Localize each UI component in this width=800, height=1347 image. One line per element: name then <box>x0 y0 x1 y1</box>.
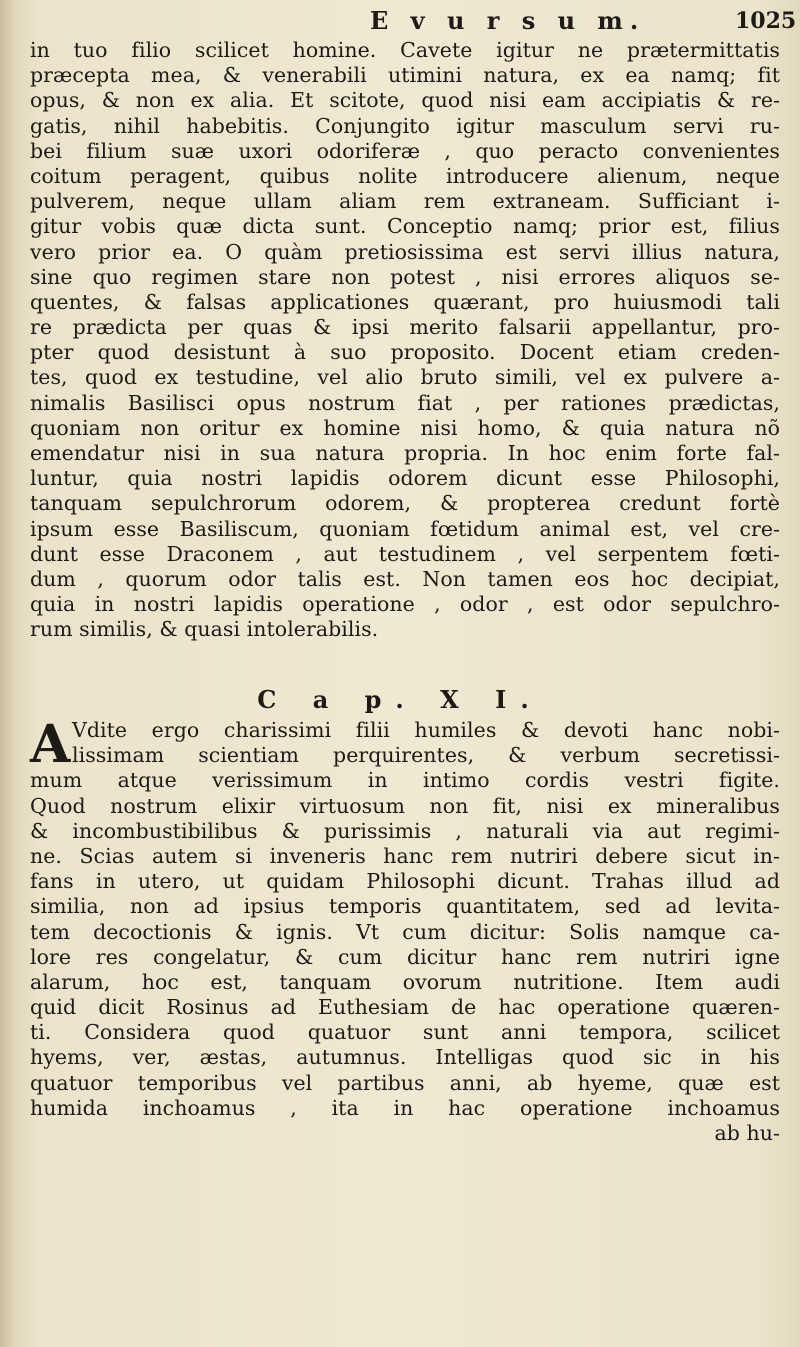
text-line: tes, quod ex testudine, vel alio bruto simili, vel ex pulvere a- <box>30 365 780 390</box>
text-line: hyems, ver, æstas, autumnus. Intelligas quod sic in his <box>30 1045 780 1070</box>
text-line: fans in utero, ut quidam Philosophi dicunt. Trahas illud ad <box>30 869 780 894</box>
text-line: mum atque verissimum in intimo cordis vestri figite. <box>30 768 780 793</box>
text-line: emendatur nisi in sua natura propria. In hoc enim forte fal- <box>30 441 780 465</box>
text-line: ne. Scias autem si inveneris hanc rem nutriri debere sicut in- <box>30 843 780 868</box>
text-line: dum , quorum odor talis est. Non tamen eos hoc decipiat, <box>30 566 780 591</box>
text-line: bei filium suæ uxori odoriferæ , quo peracto convenientes <box>30 138 780 163</box>
text-line: tem decoctionis & ignis. Vt cum dicitur: Solis namque ca- <box>30 919 780 944</box>
text-line: vero prior ea. O quàm pretiosissima est servi illius natura, <box>30 239 780 264</box>
drop-cap: A <box>30 714 71 775</box>
text-line: tanquam sepulchrorum odorem, & propterea credunt fortè <box>30 491 780 516</box>
text-line: similia, non ad ipsius temporis quantitatem, sed ad levita- <box>30 894 780 919</box>
text-line: Quod nostrum elixir virtuosum non fit, nisi ex mineralibus <box>30 793 780 818</box>
page-number: 1025 <box>735 8 797 34</box>
text-line: pulverem, neque ullam aliam rem extraneam. Sufficiant i- <box>30 189 780 214</box>
text-line: ipsum esse Basiliscum, quoniam fœtidum animal est, vel cre- <box>30 516 780 541</box>
text-line: re prædicta per quas & ipsi merito falsarii appellantur, pro- <box>30 315 780 340</box>
text-line: pter quod desistunt à suo proposito. Docent etiam creden- <box>30 340 780 365</box>
text-line: rum similis, & quasi intolerabilis. <box>30 617 379 642</box>
text-line: & incombustibilibus & purissimis , naturali via aut regimi- <box>30 818 780 843</box>
text-line: alarum, hoc est, tanquam ovorum nutritione. Item audi <box>30 969 780 994</box>
text-line: quia in nostri lapidis operatione , odor , est odor sepulchro- <box>30 592 780 617</box>
chapter-heading: C a p. X I. <box>257 685 543 714</box>
text-line: lissimam scientiam perquirentes, & verbum secretissi- <box>72 743 780 768</box>
text-line: nimalis Basilisci opus nostrum fiat , per rationes prædictas, <box>30 390 780 415</box>
page-header <box>0 6 800 36</box>
text-line: coitum peragent, quibus nolite introducere alienum, neque <box>30 163 780 188</box>
text-line: ti. Considera quod quatuor sunt anni tempora, scilicet <box>30 1020 780 1045</box>
text-line: quid dicit Rosinus ad Euthesiam de hac operatione quæren- <box>30 995 780 1020</box>
running-head: E v u r s u m. <box>370 6 646 35</box>
text-line: sine quo regimen stare non potest , nisi errores aliquos se- <box>30 264 780 289</box>
text-line: quatuor temporibus vel partibus anni, ab hyeme, quæ est <box>30 1070 780 1095</box>
text-line: quoniam non oritur ex homine nisi homo, & quia natura nõ <box>30 415 780 440</box>
text-line: dunt esse Draconem , aut testudinem , vel serpentem fœti- <box>30 541 780 566</box>
text-line: lore res congelatur, & cum dicitur hanc rem nutriri igne <box>30 944 780 969</box>
text-line: gitur vobis quæ dicta sunt. Conceptio namq; prior est, filius <box>30 214 780 239</box>
catchword: ab hu- <box>714 1121 780 1145</box>
text-line: opus, & non ex alia. Et scitote, quod nisi eam accipiatis & re- <box>30 88 780 113</box>
text-line: in tuo filio scilicet homine. Cavete igitur ne prætermittatis <box>30 38 780 62</box>
paragraph-2 <box>30 714 780 1146</box>
text-line: Vdite ergo charissimi filii humiles & devoti hanc nobi- <box>72 718 780 742</box>
text-line: gatis, nihil habebitis. Conjungito igitur masculum servi ru- <box>30 113 780 138</box>
text-line: præcepta mea, & venerabili utimini natura, ex ea namq; fit <box>30 63 780 88</box>
page-edge-shadow <box>0 0 14 1347</box>
paragraph-1 <box>30 38 780 643</box>
text-line: luntur, quia nostri lapidis odorem dicunt esse Philosophi, <box>30 466 780 491</box>
text-line: humida inchoamus , ita in hac operatione inchoamus <box>30 1095 780 1120</box>
text-line: quentes, & falsas applicationes quærant, pro huiusmodi tali <box>30 289 780 314</box>
